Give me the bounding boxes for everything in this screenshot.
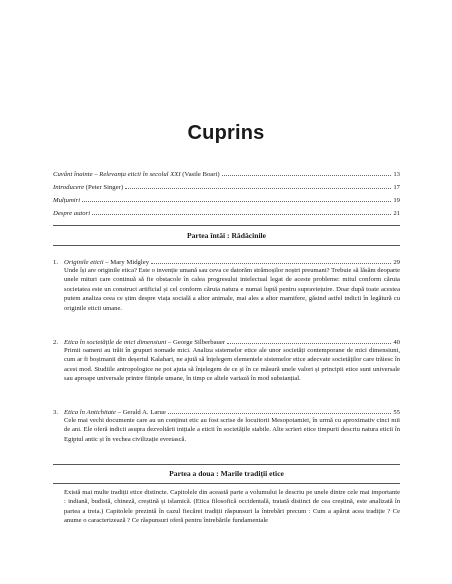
toc-entry-foreword[interactable]: Cuvânt înainte – Relevanța eticii în secolul XXI (Vasile Boari) 13	[53, 168, 400, 181]
toc-entry-about-authors[interactable]: Despre autori 21	[53, 207, 400, 220]
leader-dots	[222, 168, 392, 176]
leader-dots	[151, 256, 391, 264]
leader-dots	[92, 207, 391, 215]
chapter-1-summary: Unde își are originile etica? Este o invenție umană sau ceva ce datorăm strămoșilor noștri preumani? Trebuie să lăsăm deoparte unele mituri care continuă să fie obstacole în calea progresului intelectual legat de aceste probleme: mitul conform căruia societatea este un construct artificial și cel conform căruia natura e numai luptă pentru supraviețuire. Doar după toate acestea putem analiza ceea ce știm despre viața socială a altor animale, mai ales a altor mamifere, găsind astfel indicii în legătură cu originile eticii umane.	[64, 267, 400, 312]
page-number: 29	[393, 259, 400, 266]
page-number: 21	[393, 210, 400, 217]
page-number: 55	[393, 409, 400, 416]
leader-dots	[168, 406, 391, 414]
chapter-2-entry[interactable]: 2. Etica în societățile de mici dimensiuni – George Silberbauer 40	[53, 336, 400, 346]
part1-bottom-rule	[53, 245, 400, 246]
part1-heading: Partea întâi : Rădăcinile	[186, 231, 267, 240]
leader-dots	[125, 181, 391, 189]
leader-dots	[82, 194, 391, 202]
toc-entry-introduction[interactable]: Introducere (Peter Singer) 17	[53, 181, 400, 194]
part2-intro: Există mai multe tradiții etice distincte. Capitolele din această parte a volumului le descriu pe unele dintre cele mai importante : indiană, budistă, chineză, creștină și islamică. (Etica filosofică occidentală, tratată distinct de cea creștină, este analizată în partea a treia.) Capitolele prezintă în cazul fiecărei tradiții răspunsuri la întrebări precum : Cum a apărut acea tradiție ? Ce anume o caracterizează ? Ce răspunsuri oferă pentru întrebările fundamentale	[64, 489, 400, 525]
page-number: 19	[393, 197, 400, 204]
leader-dots	[227, 336, 391, 344]
page-number: 13	[393, 171, 400, 178]
part1-top-rule	[53, 225, 400, 226]
part2-bottom-rule	[53, 483, 400, 484]
chapter-2-summary: Primii oameni au trăit în grupuri nomade mici. Analiza sistemelor etice ale unor societăți contemporane de mici dimensiuni, cum ar fi boșimanii din deșertul Kalahari, ne ajută să înțelegem elementele sistemelor etice adecvate societăților care trăiesc în acest mod. Studiile antropologice ne pot ajuta să înțelegem de ce și în ce măsură unele valori și principii etice sunt universale sau aproape universale printre ființele umane, în timp ce altele variază în mod substanțial.	[64, 347, 400, 383]
chapter-1-entry[interactable]: 1. Originile eticii – Mary Midgley 29	[53, 256, 400, 266]
chapter-3	[53, 406, 400, 444]
front-matter-list	[53, 168, 400, 220]
chapter-2	[53, 336, 400, 384]
page-number: 17	[393, 184, 400, 191]
part2-heading: Partea a doua : Marile tradiții etice	[169, 469, 284, 478]
chapter-1	[53, 256, 400, 313]
chapter-3-summary: Cele mai vechi documente care au un conținut etic au fost scrise de locuitorii Mesopotamiei, în urmă cu aproximativ cinci mii de ani. Ele oferă indicii asupra dezvoltării inițiale a eticii în societățile stabile. Alte scrieri etice timpurii descriu natura eticii în Egiptul antic și în vechea civilizație evreiască.	[64, 417, 400, 443]
toc-entry-acknowledgements[interactable]: Mulțumiri 19	[53, 194, 400, 207]
chapter-3-entry[interactable]: 3. Etica în Antichitate – Gerald A. Larue 55	[53, 406, 400, 416]
part2-top-rule	[53, 464, 400, 465]
page-number: 40	[393, 339, 400, 346]
page-title: Cuprins	[187, 122, 265, 144]
